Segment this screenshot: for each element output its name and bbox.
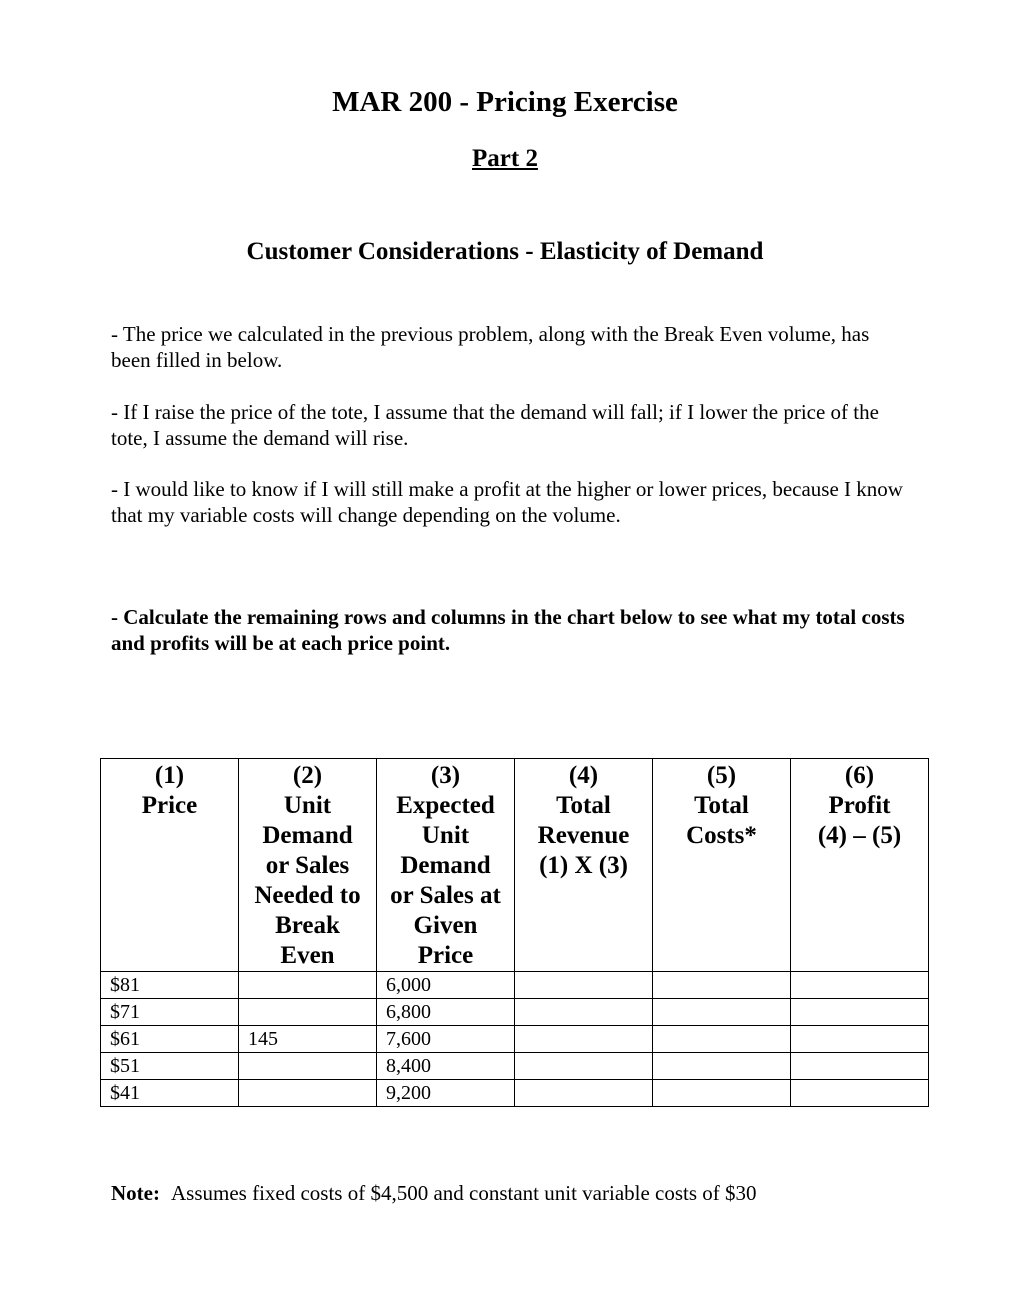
cell-total-costs[interactable] [653, 1053, 791, 1080]
cell-break-even-units[interactable] [239, 1053, 377, 1080]
note-text: Assumes fixed costs of $4,500 and constant unit variable costs of $30 [170, 1181, 757, 1205]
cell-profit[interactable] [791, 972, 929, 999]
header-line: (6) [844, 762, 875, 789]
header-line: Unit [421, 822, 470, 849]
cell-profit[interactable] [791, 1026, 929, 1053]
cell-break-even-units[interactable] [239, 999, 377, 1026]
header-line: (1) X (3) [539, 852, 628, 879]
header-line: (4) – (5) [817, 822, 902, 849]
cell-price: $61 [101, 1026, 239, 1053]
cell-profit[interactable] [791, 1053, 929, 1080]
table-row [101, 999, 929, 1026]
cell-expected-demand: 6,800 [377, 999, 515, 1026]
table-row [101, 1053, 929, 1080]
header-line: Demand [400, 852, 491, 879]
header-price [101, 759, 239, 972]
footnote [111, 1181, 757, 1206]
header-line: or Sales at [390, 882, 501, 909]
page-title: MAR 200 - Pricing Exercise [332, 86, 678, 118]
header-line: Given [413, 912, 478, 939]
header-line: Demand [262, 822, 353, 849]
header-line: Even [280, 942, 335, 969]
cell-total-revenue[interactable] [515, 1080, 653, 1107]
cell-break-even-units[interactable] [239, 972, 377, 999]
header-line: Price [417, 942, 474, 969]
header-line: Total [556, 792, 611, 819]
cell-total-revenue[interactable] [515, 1026, 653, 1053]
cell-total-costs[interactable] [653, 999, 791, 1026]
header-line: (5) [706, 762, 737, 789]
cell-profit[interactable] [791, 1080, 929, 1107]
header-total-costs [653, 759, 791, 972]
cell-break-even-units[interactable] [239, 1080, 377, 1107]
cell-break-even-units: 145 [239, 1026, 377, 1053]
part-heading: Part 2 [472, 145, 538, 172]
table-row [101, 972, 929, 999]
header-line: Break [275, 912, 340, 939]
cell-expected-demand: 7,600 [377, 1026, 515, 1053]
intro-paragraph-1: - The price we calculated in the previous problem, along with the Break Even volume, has been filled in below. [111, 322, 870, 372]
header-line: (1) [154, 762, 185, 789]
cell-total-revenue[interactable] [515, 999, 653, 1026]
cell-total-costs[interactable] [653, 1080, 791, 1107]
note-label: Note: [111, 1181, 160, 1205]
header-line: (3) [430, 762, 461, 789]
cell-total-costs[interactable] [653, 972, 791, 999]
header-expected-demand [377, 759, 515, 972]
header-break-even-units [239, 759, 377, 972]
instruction-paragraph: - Calculate the remaining rows and columns in the chart below to see what my total costs and profits will be at each price point. [111, 605, 905, 655]
cell-price: $71 [101, 999, 239, 1026]
cell-total-revenue[interactable] [515, 972, 653, 999]
table-header-row [101, 759, 929, 972]
header-line: Unit [283, 792, 332, 819]
cell-total-costs[interactable] [653, 1026, 791, 1053]
header-line: (4) [568, 762, 599, 789]
cell-total-revenue[interactable] [515, 1053, 653, 1080]
header-line: Profit [828, 792, 891, 819]
header-line: Needed to [254, 882, 361, 909]
cell-expected-demand: 6,000 [377, 972, 515, 999]
header-line: Expected [396, 792, 495, 819]
cell-price: $41 [101, 1080, 239, 1107]
header-line: or Sales [265, 852, 350, 879]
intro-paragraph-3: - I would like to know if I will still make a profit at the higher or lower prices, because I know that my variable costs will change depending on the volume. [111, 477, 903, 527]
section-heading: Customer Considerations - Elasticity of Demand [246, 238, 764, 265]
header-profit [791, 759, 929, 972]
cell-price: $81 [101, 972, 239, 999]
header-line: (2) [292, 762, 323, 789]
table-row [101, 1026, 929, 1053]
cell-expected-demand: 9,200 [377, 1080, 515, 1107]
header-line: Total [694, 792, 749, 819]
table-row [101, 1080, 929, 1107]
header-total-revenue [515, 759, 653, 972]
cell-price: $51 [101, 1053, 239, 1080]
pricing-table [100, 758, 929, 1107]
cell-profit[interactable] [791, 999, 929, 1026]
header-line: Revenue [537, 822, 630, 849]
cell-expected-demand: 8,400 [377, 1053, 515, 1080]
intro-paragraph-2: - If I raise the price of the tote, I assume that the demand will fall; if I lower the price of the tote, I assume the demand will rise. [111, 400, 879, 450]
header-line: Costs* [686, 822, 757, 849]
header-line: Price [141, 792, 198, 819]
